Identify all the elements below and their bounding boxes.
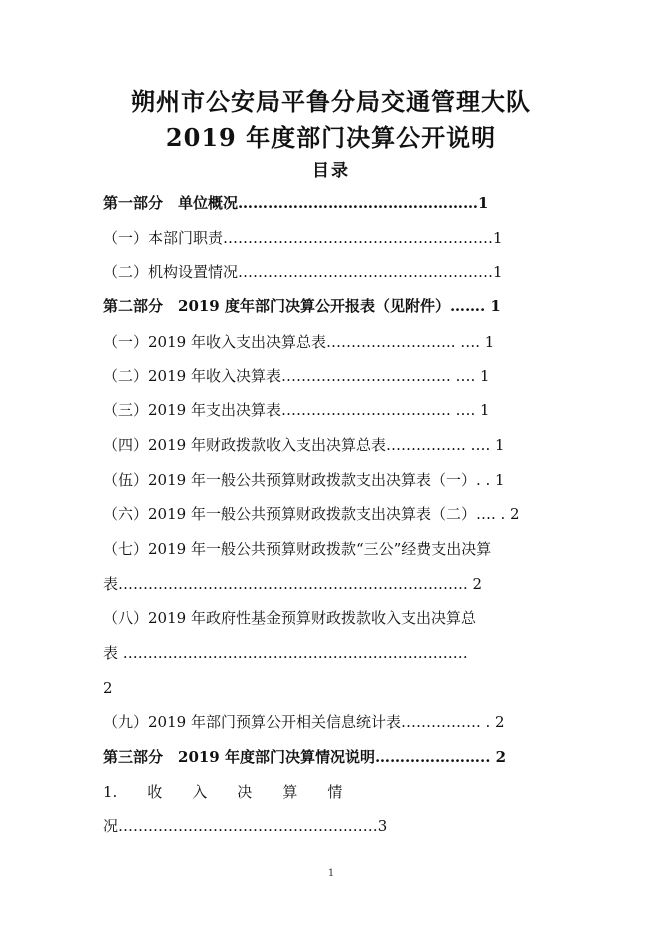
page-number: 1 [327, 868, 335, 879]
toc-part-1[interactable]: 第一部分 单位概况…………………………………………1 [103, 194, 489, 212]
toc-item-2-8[interactable]: （八）2019 年政府性基金预算财政拨款收入支出决算总 [103, 609, 476, 627]
document-title-line2: 2019 年度部门决算公开说明 [165, 123, 497, 152]
toc-item-2-5[interactable]: （伍）2019 年一般公共预算财政拨款支出决算表（一）. . 1 [103, 471, 505, 489]
toc-item-2-4[interactable]: （四）2019 年财政拨款收入支出决算总表……………. …. 1 [103, 436, 505, 454]
toc-item-2-1[interactable]: （一）2019 年收入支出决算总表…………………….. …. 1 [103, 333, 495, 351]
toc-part-2[interactable]: 第二部分 2019 度年部门决算公开报表（见附件）……. 1 [103, 297, 501, 315]
toc-item-2-8-page[interactable]: 2 [103, 679, 113, 697]
toc-item-2-9[interactable]: （九）2019 年部门预算公开相关信息统计表……………. . 2 [103, 713, 505, 731]
toc-heading: 目录 [312, 161, 350, 181]
toc-item-2-7-cont[interactable]: 表……………………………………………………………. 2 [103, 575, 483, 593]
document-title-line1: 朔州市公安局平鲁分局交通管理大队 [131, 87, 531, 116]
toc-item-2-7[interactable]: （七）2019 年一般公共预算财政拨款“三公”经费支出决算 [103, 540, 492, 558]
toc-item-2-8-cont[interactable]: 表 …………………………………………………………… [103, 644, 468, 662]
toc-item-3-1-cont[interactable]: 况……………………………………….……3 [103, 817, 388, 835]
toc-item-1-1[interactable]: （一）本部门职责………………………………………………1 [103, 229, 503, 247]
toc-item-2-3[interactable]: （三）2019 年支出决算表……………………………. …. 1 [103, 401, 490, 419]
toc-item-2-6[interactable]: （六）2019 年一般公共预算财政拨款支出决算表（二）…. . 2 [103, 505, 520, 523]
toc-item-1-2[interactable]: （二）机构设置情况……………………………………………1 [103, 263, 503, 281]
toc-item-2-2[interactable]: （二）2019 年收入决算表……………………………. …. 1 [103, 367, 490, 385]
toc-part-3[interactable]: 第三部分 2019 年度部门决算情况说明………………….. 2 [103, 748, 507, 766]
toc-item-3-1[interactable]: 1. 收 入 决 算 情 [103, 783, 343, 801]
